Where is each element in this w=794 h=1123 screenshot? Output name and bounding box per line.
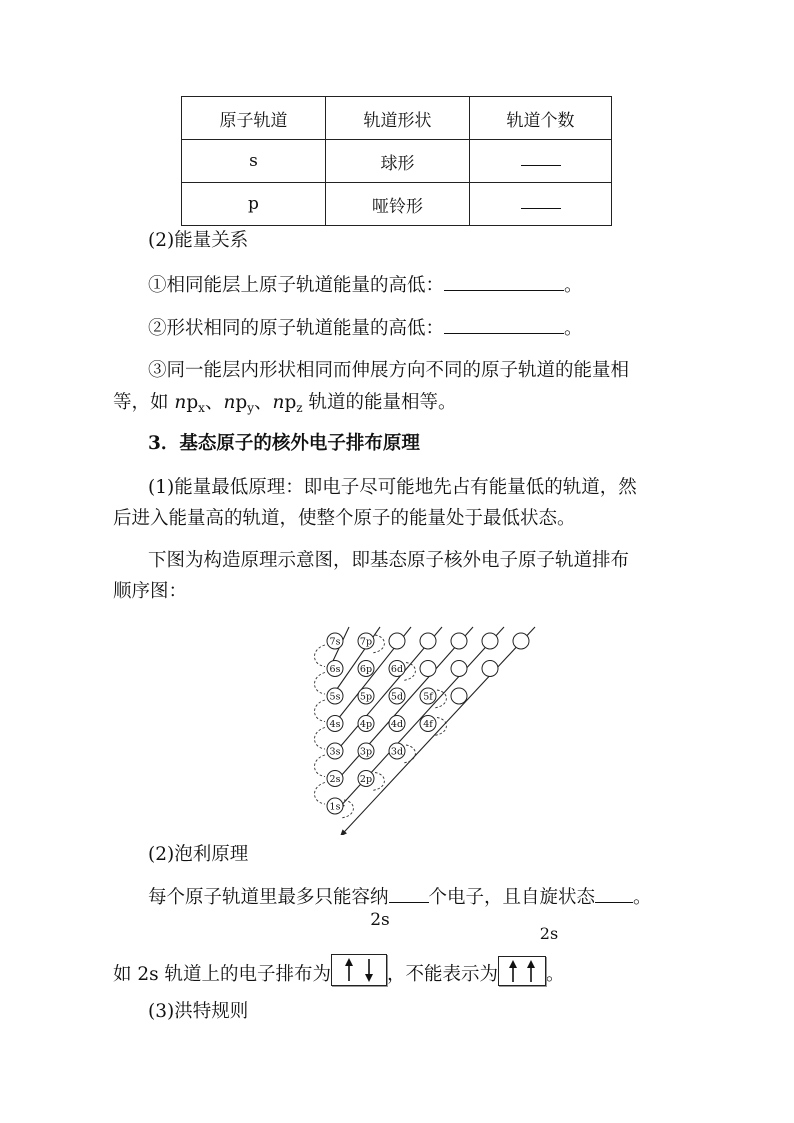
section-3-p2-line-2: 顺序图： xyxy=(113,581,188,602)
sentence-end: 。 xyxy=(564,318,583,339)
orbital-label: 5p xyxy=(359,691,373,703)
sentence-end: 。 xyxy=(633,887,652,908)
text-span: 每个原子轨道里最多只能容纳 xyxy=(148,887,389,908)
dashed-loop-connector xyxy=(315,755,326,777)
sentence-end: 。 xyxy=(546,964,565,985)
dashed-loop-connector xyxy=(315,645,326,667)
spin-down-arrow-icon xyxy=(365,974,373,982)
hund-heading: (3)洪特规则 xyxy=(148,1001,249,1022)
aufbau-principle-diagram xyxy=(300,620,540,835)
p-symbol: p xyxy=(284,392,297,413)
text-span: 如 2s 轨道上的电子排布为 xyxy=(113,964,332,985)
empty-orbital-circle xyxy=(513,633,529,649)
energy-item-1 xyxy=(148,274,583,298)
subscript-x: x xyxy=(198,401,205,415)
orbital-label: 4d xyxy=(390,718,404,730)
orbital-label: 7p xyxy=(359,636,373,648)
text-span: ，不能表示为 xyxy=(387,964,499,985)
table-header-cell: 轨道形状 xyxy=(326,97,470,140)
dashed-loop-connector xyxy=(315,783,326,805)
empty-orbital-circle xyxy=(451,661,467,677)
orbital-label: 6s xyxy=(329,663,341,675)
table-cell-orbital: s xyxy=(182,140,326,183)
n-symbol: n xyxy=(223,392,236,413)
sentence-end: 。 xyxy=(564,275,583,296)
table-cell-shape: 哑铃形 xyxy=(326,183,470,226)
dashed-loop-connector xyxy=(315,700,326,722)
orbital-label: 2p xyxy=(359,773,373,785)
empty-orbital-circle xyxy=(420,633,436,649)
spin-up-arrow-icon xyxy=(527,960,535,968)
orbital-label: 5d xyxy=(390,691,404,703)
orbital-label: 3s xyxy=(329,746,341,758)
energy-item-2-text: ②形状相同的原子轨道能量的高低： xyxy=(148,318,445,339)
table-header-cell: 原子轨道 xyxy=(182,97,326,140)
n-symbol: n xyxy=(272,392,285,413)
empty-orbital-circle xyxy=(482,661,498,677)
orbital-label: 4f xyxy=(423,718,433,730)
diagonal-arrow-line xyxy=(336,627,473,782)
orbital-box-wrong xyxy=(498,956,546,986)
orbital-box-label-wrong: 2s xyxy=(539,924,559,943)
energy-heading: (2)能量关系 xyxy=(148,230,249,251)
orbital-box-correct xyxy=(331,954,387,986)
p-symbol: p xyxy=(186,392,199,413)
section-3-heading: 3．基态原子的核外电子排布原理 xyxy=(148,433,420,454)
orbital-label: 4p xyxy=(359,718,373,730)
energy-item-1-text: ①相同能层上原子轨道能量的高低： xyxy=(148,275,445,296)
text-span: 等，如 xyxy=(113,392,175,413)
orbital-label: 2s xyxy=(329,773,341,785)
text-span: 轨道的能量相等。 xyxy=(302,392,457,413)
n-symbol: n xyxy=(174,392,187,413)
orbital-label: 5s xyxy=(329,691,341,703)
table-cell-count-blank xyxy=(470,140,612,183)
empty-orbital-circle xyxy=(451,688,467,704)
orbital-label: 6p xyxy=(359,663,373,675)
pauli-line-1 xyxy=(148,886,652,910)
energy-item-3-line-2 xyxy=(113,391,457,420)
spin-up-arrow-icon xyxy=(509,960,517,968)
orbital-label: 7s xyxy=(329,636,341,648)
subscript-z: z xyxy=(296,401,303,415)
section-3-p1-line-2: 后进入能量高的轨道，使整个原子的能量处于最低状态。 xyxy=(113,508,576,529)
table-header-row xyxy=(182,97,612,140)
separator: 、 xyxy=(254,392,273,413)
pauli-line-2 xyxy=(113,954,565,987)
separator: 、 xyxy=(204,392,224,413)
table-row xyxy=(182,183,612,226)
energy-item-2 xyxy=(148,317,583,341)
empty-orbital-circle xyxy=(389,633,405,649)
text-span: 个电子，且自旋状态 xyxy=(428,887,596,908)
section-3-p2-line-1: 下图为构造原理示意图，即基态原子核外电子原子轨道排布 xyxy=(148,550,630,571)
spin-up-arrow-icon xyxy=(345,958,353,966)
section-3-p1-line-1: (1)能量最低原理：即电子尽可能地先占有能量低的轨道，然 xyxy=(148,477,637,498)
orbital-box-label-correct: 2s xyxy=(370,910,390,930)
table-cell-shape: 球形 xyxy=(326,140,470,183)
orbital-label: 3d xyxy=(390,746,404,758)
dashed-loop-connector xyxy=(315,728,326,750)
p-symbol: p xyxy=(235,392,248,413)
pauli-heading: (2)泡利原理 xyxy=(148,844,249,865)
orbital-label: 6d xyxy=(390,663,404,675)
table-cell-orbital: p xyxy=(182,183,326,226)
energy-item-3-line-1: ③同一能层内形状相同而伸展方向不同的原子轨道的能量相 xyxy=(148,360,630,381)
subscript-y: y xyxy=(247,401,254,415)
dashed-loop-connector xyxy=(315,673,326,695)
empty-orbital-circle xyxy=(420,661,436,677)
orbital-label: 1s xyxy=(329,801,341,813)
orbital-label: 3p xyxy=(359,746,373,758)
orbital-label: 4s xyxy=(329,718,341,730)
empty-orbital-circle xyxy=(482,633,498,649)
table-row xyxy=(182,140,612,183)
table-cell-count-blank xyxy=(470,183,612,226)
orbital-table xyxy=(181,96,612,226)
table-header-cell: 轨道个数 xyxy=(470,97,612,140)
orbital-label: 5f xyxy=(423,691,433,703)
empty-orbital-circle xyxy=(451,633,467,649)
